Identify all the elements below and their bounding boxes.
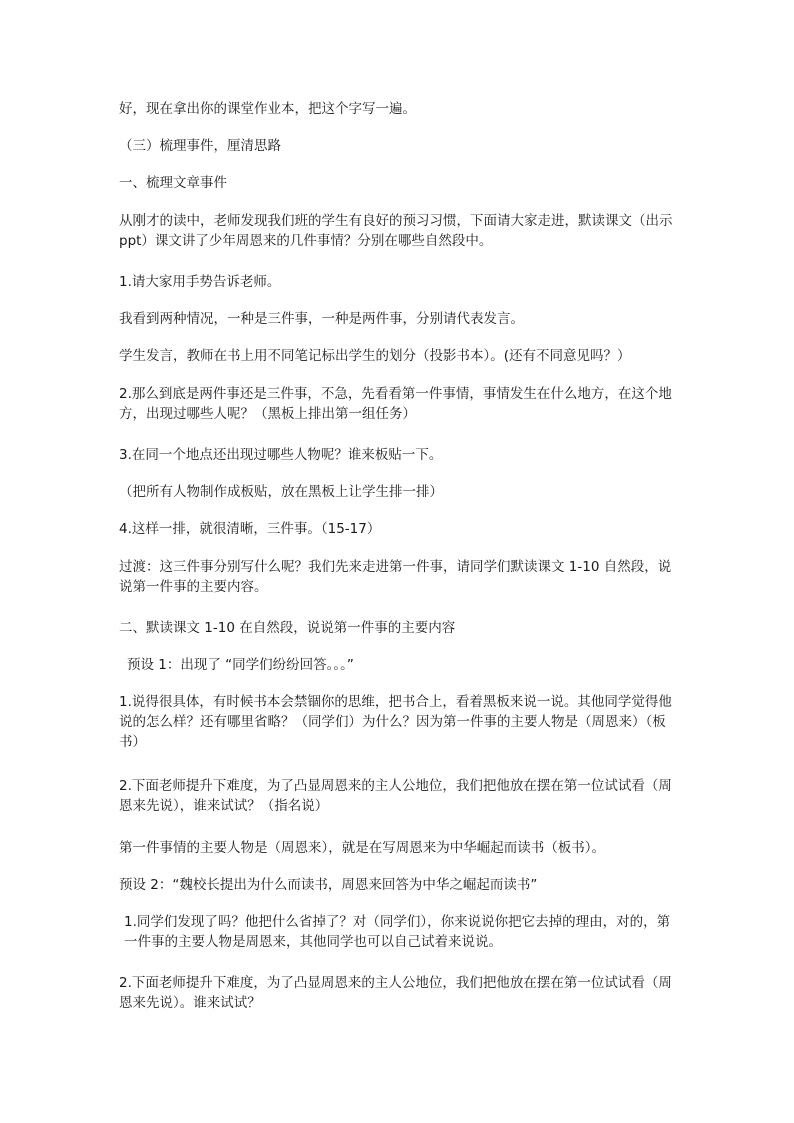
- paragraph-transition: 过渡：这三件事分别写什么呢？我们先来走进第一件事，请同学们默读课文 1-10 自然段，说说第一件事的主要内容。: [119, 559, 672, 595]
- paragraph-intro: 从刚才的读中，老师发现我们班的学生有良好的预习习惯，下面请大家走进，默读课文（出示 ppt）课文讲了少年周恩来的几件事情？分别在哪些自然段中。: [119, 213, 673, 249]
- preset-1: 预设 1：出现了 “同学们纷纷回答。。。”: [127, 657, 354, 673]
- paragraph-two-cases: 我看到两种情况，一种是三件事，一种是两件事，分别请代表发言。: [119, 311, 524, 327]
- subheading-2: 二、默读课文 1-10 在自然段，说说第一件事的主要内容: [119, 620, 456, 636]
- paragraph-board-note: （把所有人物制作成板贴，放在黑板上让学生排一排）: [119, 484, 443, 500]
- step-2: 2.那么到底是两件事还是三件事，不急，先看看第一件事情，事情发生在什么地方，在这个地方，出现过哪些人呢？（黑板上排出第一组任务）: [119, 386, 672, 422]
- preset-2: 预设 2：“魏校长提出为什么而读书，周恩来回答为中华之崛起而读书”: [119, 877, 538, 893]
- preset-1-step-1: 1.说得很具体，有时候书本会禁锢你的思维，把书合上，看着黑板来说一说。其他同学觉得他说的怎么样？还有哪里省略？（同学们）为什么？因为第一件事的主要人物是（周恩来）（板书）: [119, 694, 672, 750]
- step-3: 3.在同一个地点还出现过哪些人物呢？谁来板贴一下。: [119, 447, 443, 463]
- preset-1-step-2: 2.下面老师提升下难度，为了凸显周恩来的主人公地位，我们把他放在摆在第一位试试看（周恩来先说），谁来试试？（指名说）: [119, 778, 672, 814]
- step-1: 1.请大家用手势告诉老师。: [119, 274, 281, 290]
- step-4: 4.这样一排，就很清晰，三件事。（15-17）: [119, 521, 381, 537]
- paragraph-summary: 第一件事情的主要人物是（周恩来），就是在写周恩来为中华崛起而读书（板书）。: [119, 840, 605, 856]
- paragraph-1: 好，现在拿出你的课堂作业本，把这个字写一遍。: [119, 101, 416, 117]
- section-heading-3: （三）梳理事件，厘清思路: [119, 138, 281, 154]
- preset-2-step-1: 1.同学们发现了吗？他把什么省掉了？对（同学们），你来说说你把它去掉的理由，对的，第一件事的主要人物是周恩来，其他同学也可以自己试着来说说。: [124, 914, 671, 950]
- preset-2-step-2: 2.下面老师提升下难度，为了凸显周恩来的主人公地位，我们把他放在摆在第一位试试看（周恩来先说）。谁来试试？: [119, 975, 672, 1011]
- paragraph-student-speak: 学生发言，教师在书上用不同笔记标出学生的划分（投影书本）。(还有不同意见吗？）: [119, 348, 631, 364]
- subheading-1: 一、梳理文章事件: [119, 175, 227, 191]
